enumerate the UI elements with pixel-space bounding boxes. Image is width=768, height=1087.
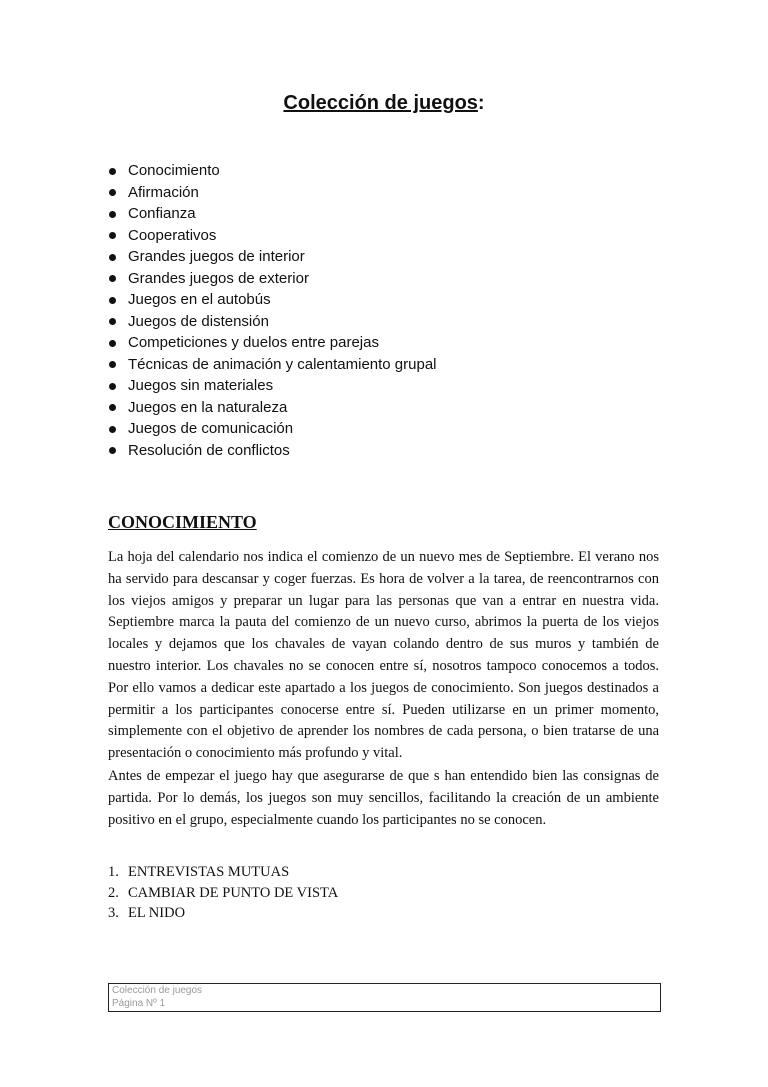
list-item-number: 1.: [108, 864, 119, 880]
list-item-label: Grandes juegos de interior: [128, 248, 305, 265]
bullet-icon: [109, 254, 116, 261]
instructions-paragraph: Antes de empezar el juego hay que asegurarse de que s han entendido bien las consignas de partida. Por lo demás, los juegos son muy sencillos, facilitando la creación de un ambiente positivo en el grupo, especialmente cuando los participantes no se conocen.: [108, 768, 659, 828]
bullet-icon: [109, 426, 116, 433]
list-item: [108, 225, 437, 247]
document-title: [0, 92, 768, 115]
document-title-text: Colección de juegos: [283, 92, 478, 114]
list-item-label: Confianza: [128, 205, 196, 222]
footer-page-number: Página Nº 1: [112, 997, 166, 1009]
list-item-label: Competiciones y duelos entre parejas: [128, 334, 379, 351]
list-item: [108, 160, 437, 182]
list-item-label: Resolución de conflictos: [128, 441, 290, 459]
bullet-icon: [109, 297, 116, 304]
list-item: [108, 440, 437, 462]
list-item-label: EL NIDO: [128, 905, 186, 921]
list-item-number: 2.: [108, 884, 119, 901]
bullet-icon: [109, 318, 116, 325]
footer-title: Colección de juegos: [112, 985, 203, 996]
page-footer: [108, 983, 661, 1012]
list-item: [108, 375, 437, 397]
document-title-colon: :: [477, 92, 485, 114]
list-item-label: Conocimiento: [128, 162, 220, 179]
list-item: [108, 289, 437, 311]
bullet-icon: [109, 232, 116, 239]
list-item: [108, 268, 437, 290]
bullet-icon: [109, 340, 116, 347]
bullet-icon: [109, 275, 116, 282]
list-item-label: ENTREVISTAS MUTUAS: [128, 864, 290, 880]
list-item-label: Juegos de comunicación: [128, 420, 294, 437]
list-item-label: Afirmación: [128, 183, 199, 201]
bullet-icon: [109, 447, 116, 454]
list-item: [108, 311, 437, 333]
list-item: [108, 246, 437, 268]
list-item: [108, 903, 338, 924]
list-item-label: Juegos en la naturaleza: [128, 398, 288, 416]
list-item-label: CAMBIAR DE PUNTO DE VISTA: [128, 884, 339, 901]
list-item: [108, 418, 437, 440]
list-item: [108, 182, 437, 204]
bullet-icon: [109, 211, 116, 218]
bullet-icon: [109, 189, 116, 196]
list-item-label: Juegos de distensión: [128, 312, 269, 330]
list-item: [108, 397, 437, 419]
section-heading: CONOCIMIENTO: [108, 512, 257, 532]
intro-paragraph: La hoja del calendario nos indica el comienzo de un nuevo mes de Septiembre. El verano nos ha servido para descansar y coger fuerzas. Es hora de volver a la tarea, de reencontrarnos con los viejos amigos y preparar un lugar para las personas que van a entrar en nuestra vida. Septiembre marca la pauta del comienzo de un nuevo curso, abrimos la puerta de los viejos locales y dejamos que los chavales de vayan colando dentro de sus muros y también de nuestro interior. Los chavales no se conocen entre sí, nosotros tampoco conocemos a todos. Por ello vamos a dedicar este apartado a los juegos de conocimiento. Son juegos destinados a permitir a los participantes conocerse entre sí. Pueden utilizarse en un primer momento, simplemente con el objetivo de aprender los nombres de cada persona, o bien tratarse de una presentación o conocimiento más profundo y vital.: [108, 549, 659, 762]
list-item-label: Juegos sin materiales: [128, 377, 274, 394]
games-list: [108, 862, 338, 924]
list-item-label: Grandes juegos de exterior: [128, 269, 309, 287]
bullet-icon: [109, 361, 116, 368]
list-item: [108, 354, 437, 376]
list-item-number: 3.: [108, 905, 119, 921]
bullet-icon: [109, 168, 116, 175]
bullet-icon: [109, 383, 116, 390]
list-item: [108, 883, 338, 904]
bullet-icon: [109, 404, 116, 411]
list-item: [108, 332, 437, 354]
list-item: [108, 203, 437, 225]
list-item-label: Técnicas de animación y calentamiento grupal: [128, 355, 437, 373]
topics-list: [108, 160, 437, 461]
list-item-label: Cooperativos: [128, 226, 217, 244]
list-item-label: Juegos en el autobús: [128, 291, 271, 308]
list-item: [108, 862, 338, 883]
